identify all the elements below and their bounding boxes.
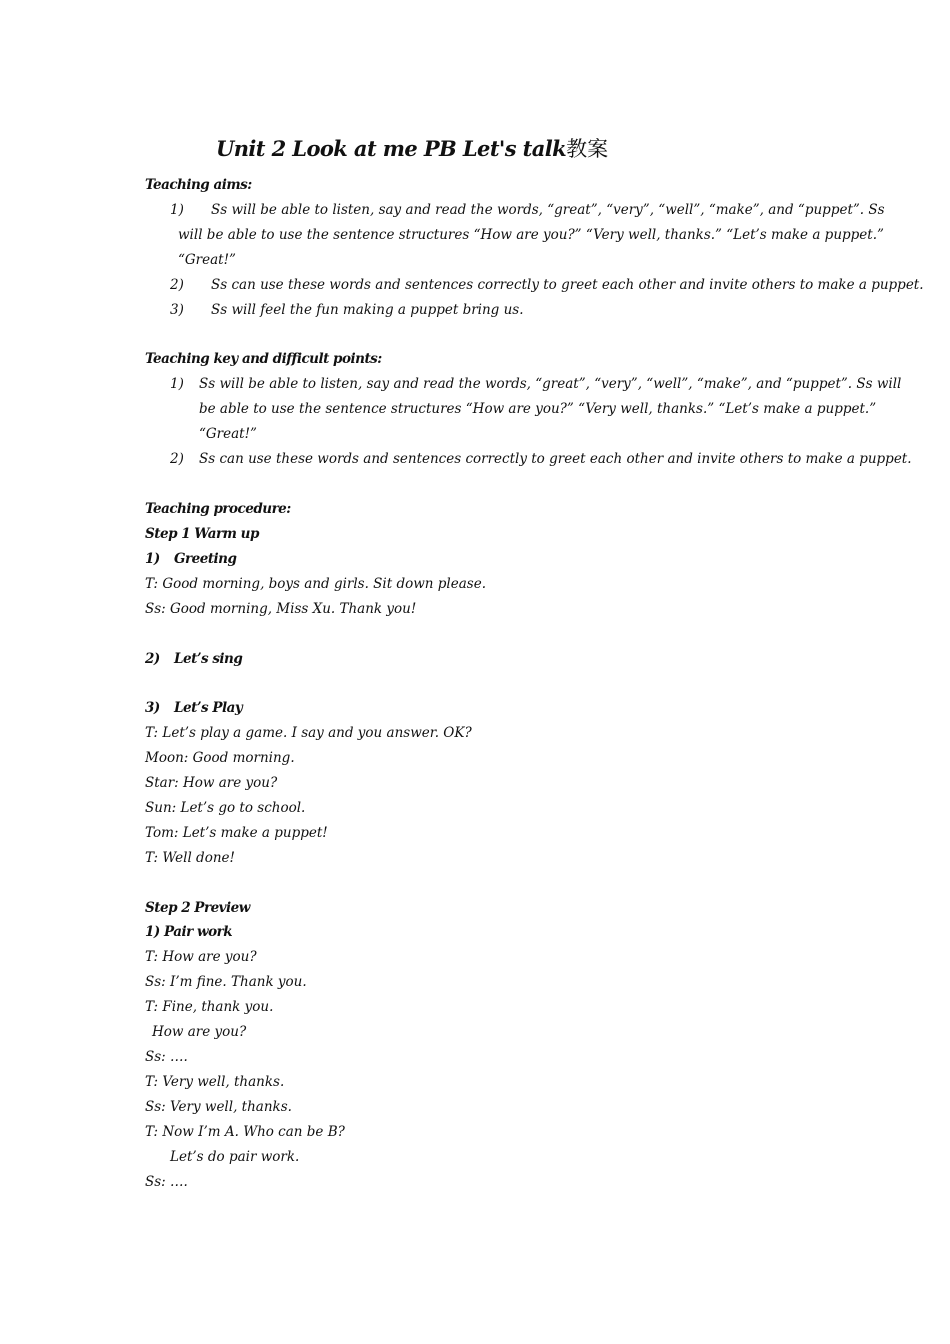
pair-label: 1) Pair work <box>145 924 233 940</box>
play-line-2: Moon: Good morning. <box>145 750 295 766</box>
play-line-4: Sun: Let’s go to school. <box>145 800 306 816</box>
aims-item-1-line-2: will be able to use the sentence structures “How are you?” “Very well, thanks.” “Let’s make a puppet.” <box>178 227 884 243</box>
aims-item-3-num: 3) <box>170 302 184 318</box>
pair-line-5: Ss: …. <box>145 1049 188 1065</box>
pair-line-6: T: Very well, thanks. <box>145 1074 285 1090</box>
pair-line-10: Ss: …. <box>145 1174 188 1190</box>
pair-line-3: T: Fine, thank you. <box>145 999 274 1015</box>
keypoints-heading: Teaching key and difficult points: <box>145 351 382 367</box>
aims-item-2-line-1: Ss can use these words and sentences correctly to greet each other and invite others to make a puppet. <box>211 277 924 293</box>
play-line-6: T: Well done! <box>145 850 235 866</box>
play-line-1: T: Let’s play a game. I say and you answer. OK? <box>145 725 472 741</box>
keypoints-item-1-num: 1) <box>170 376 184 392</box>
keypoints-item-1-line-3: “Great!” <box>199 426 257 442</box>
procedure-heading: Teaching procedure: <box>145 501 291 517</box>
sing-label: Let’s sing <box>174 651 243 667</box>
play-num: 3) <box>145 700 160 716</box>
pair-line-4: How are you? <box>152 1024 247 1040</box>
greeting-line-1: T: Good morning, boys and girls. Sit down please. <box>145 576 486 592</box>
pair-line-9: Let’s do pair work. <box>170 1149 300 1165</box>
aims-item-1-line-1: Ss will be able to listen, say and read the words, “great”, “very”, “well”, “make”, and “puppet”. Ss <box>211 202 885 218</box>
aims-item-3-line-1: Ss will feel the fun making a puppet bring us. <box>211 302 524 318</box>
keypoints-item-2-line-1: Ss can use these words and sentences correctly to greet each other and invite others to make a puppet. <box>199 451 912 467</box>
greeting-label: Greeting <box>174 551 237 567</box>
keypoints-item-2-num: 2) <box>170 451 184 467</box>
pair-line-7: Ss: Very well, thanks. <box>145 1099 292 1115</box>
play-label: Let’s Play <box>174 700 243 716</box>
greeting-num: 1) <box>145 551 160 567</box>
title-english: Unit 2 Look at me PB Let's talk <box>216 136 567 161</box>
play-line-3: Star: How are you? <box>145 775 278 791</box>
keypoints-item-1-line-2: be able to use the sentence structures “How are you?” “Very well, thanks.” “Let’s make a puppet.” <box>199 401 877 417</box>
pair-line-1: T: How are you? <box>145 949 257 965</box>
pair-line-8: T: Now I’m A. Who can be B? <box>145 1124 345 1140</box>
play-line-5: Tom: Let’s make a puppet! <box>145 825 328 841</box>
page-title <box>216 133 608 163</box>
aims-heading: Teaching aims: <box>145 177 252 193</box>
keypoints-item-1-line-1: Ss will be able to listen, say and read the words, “great”, “very”, “well”, “make”, and “puppet”. Ss will <box>199 376 902 392</box>
aims-item-1-line-3: “Great!” <box>178 252 236 268</box>
pair-line-2: Ss: I’m fine. Thank you. <box>145 974 307 990</box>
sing-num: 2) <box>145 651 160 667</box>
greeting-line-2: Ss: Good morning, Miss Xu. Thank you! <box>145 601 417 617</box>
step1-heading: Step 1 Warm up <box>145 526 259 542</box>
aims-item-2-num: 2) <box>170 277 184 293</box>
title-chinese: 教案 <box>566 137 609 161</box>
step2-heading: Step 2 Preview <box>145 900 250 916</box>
aims-item-1-num: 1) <box>170 202 184 218</box>
